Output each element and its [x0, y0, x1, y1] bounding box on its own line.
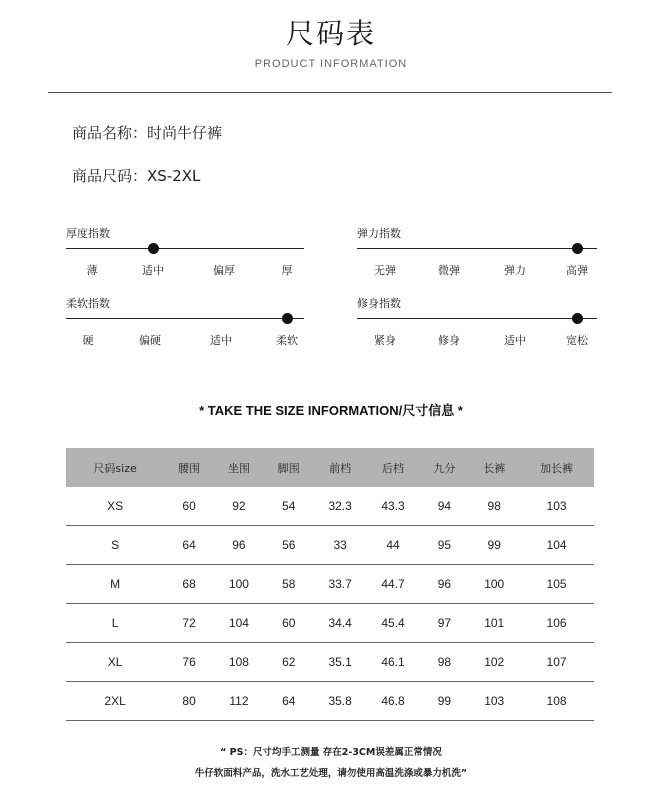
column-header: 长裤 — [469, 448, 519, 487]
table-cell: 45.4 — [367, 604, 420, 643]
table-cell: 46.8 — [367, 682, 420, 721]
product-name: 商品名称：时尚牛仔裤 — [72, 124, 223, 142]
note-line-2: 牛仔软面料产品，洗水工艺处理，请勿使用高温洗涤或暴力机洗” — [194, 768, 468, 779]
table-cell: 104 — [519, 526, 594, 565]
column-header: 前档 — [314, 448, 367, 487]
index-scale — [66, 295, 304, 355]
size-table-header — [66, 448, 594, 487]
table-cell: 58 — [264, 565, 314, 604]
index-option-label: 偏硬 — [139, 334, 161, 347]
table-cell: 32.3 — [314, 487, 367, 526]
table-cell: 102 — [469, 643, 519, 682]
table-row — [66, 643, 594, 682]
table-cell: 104 — [214, 604, 264, 643]
table-cell: 64 — [164, 526, 214, 565]
column-header: 后档 — [367, 448, 420, 487]
table-cell: 95 — [419, 526, 469, 565]
column-header: 尺码size — [66, 448, 164, 487]
index-title: 弹力指数 — [357, 227, 401, 240]
table-cell: 98 — [419, 643, 469, 682]
column-header: 加长裤 — [519, 448, 594, 487]
table-row — [66, 487, 594, 526]
index-option-label: 无弹 — [374, 264, 396, 277]
table-cell: 96 — [214, 526, 264, 565]
table-cell: 100 — [469, 565, 519, 604]
table-cell: 101 — [469, 604, 519, 643]
index-option-label: 硬 — [82, 334, 94, 347]
index-option-label: 薄 — [86, 264, 98, 277]
table-cell: 34.4 — [314, 604, 367, 643]
note-line-1: “ PS：尺寸均手工测量 存在2-3CM误差属正常情况 — [220, 747, 442, 758]
index-title: 柔软指数 — [66, 297, 110, 310]
column-header: 脚围 — [264, 448, 314, 487]
index-scale — [357, 225, 597, 285]
index-marker-dot — [572, 243, 583, 254]
index-marker-dot — [282, 313, 293, 324]
table-cell: 60 — [164, 487, 214, 526]
index-option-label: 弹力 — [504, 264, 526, 277]
table-cell: 54 — [264, 487, 314, 526]
column-header: 九分 — [419, 448, 469, 487]
table-cell: 2XL — [66, 682, 164, 721]
index-option-label: 柔软 — [276, 334, 298, 347]
table-row — [66, 526, 594, 565]
table-cell: 44.7 — [367, 565, 420, 604]
table-cell: 107 — [519, 643, 594, 682]
index-title: 修身指数 — [357, 297, 401, 310]
table-cell: 106 — [519, 604, 594, 643]
table-cell: 62 — [264, 643, 314, 682]
table-cell: 97 — [419, 604, 469, 643]
index-option-label: 适中 — [504, 334, 526, 347]
table-row — [66, 565, 594, 604]
index-line — [66, 318, 304, 319]
table-cell: S — [66, 526, 164, 565]
index-option-label: 偏厚 — [213, 264, 235, 277]
index-option-label: 紧身 — [374, 334, 396, 347]
table-cell: 35.1 — [314, 643, 367, 682]
table-cell: 112 — [214, 682, 264, 721]
table-cell: 96 — [419, 565, 469, 604]
index-line — [357, 318, 597, 319]
table-cell: 103 — [469, 682, 519, 721]
table-cell: M — [66, 565, 164, 604]
table-cell: 72 — [164, 604, 214, 643]
index-line — [357, 248, 597, 249]
table-cell: XS — [66, 487, 164, 526]
column-header: 坐围 — [214, 448, 264, 487]
index-marker-dot — [572, 313, 583, 324]
table-cell: 108 — [214, 643, 264, 682]
table-cell: 94 — [419, 487, 469, 526]
index-option-label: 修身 — [438, 334, 460, 347]
table-cell: 68 — [164, 565, 214, 604]
table-cell: 103 — [519, 487, 594, 526]
index-option-label: 适中 — [142, 264, 164, 277]
index-option-label: 厚 — [281, 264, 293, 277]
table-cell: 33.7 — [314, 565, 367, 604]
index-option-label: 高弹 — [566, 264, 588, 277]
table-cell: 46.1 — [367, 643, 420, 682]
size-table — [66, 448, 594, 721]
table-row — [66, 604, 594, 643]
table-cell: 92 — [214, 487, 264, 526]
index-scale — [357, 295, 597, 355]
table-cell: 60 — [264, 604, 314, 643]
index-line — [66, 248, 304, 249]
index-option-label: 适中 — [210, 334, 232, 347]
table-cell: 98 — [469, 487, 519, 526]
size-info-heading: * TAKE THE SIZE INFORMATION/尺寸信息 * — [199, 403, 463, 418]
table-cell: 33 — [314, 526, 367, 565]
table-cell: 100 — [214, 565, 264, 604]
column-header: 腰围 — [164, 448, 214, 487]
index-title: 厚度指数 — [66, 227, 110, 240]
table-cell: 56 — [264, 526, 314, 565]
table-cell: 76 — [164, 643, 214, 682]
index-scale — [66, 225, 304, 285]
table-cell: 35.8 — [314, 682, 367, 721]
table-cell: 99 — [419, 682, 469, 721]
table-row — [66, 682, 594, 721]
table-cell: 43.3 — [367, 487, 420, 526]
page-subtitle: PRODUCT INFORMATION — [254, 58, 408, 70]
index-option-label: 宽松 — [566, 334, 588, 347]
index-option-label: 微弹 — [438, 264, 460, 277]
table-cell: 105 — [519, 565, 594, 604]
table-cell: 44 — [367, 526, 420, 565]
table-cell: 80 — [164, 682, 214, 721]
index-marker-dot — [148, 243, 159, 254]
table-cell: L — [66, 604, 164, 643]
header-divider — [48, 92, 612, 93]
table-cell: XL — [66, 643, 164, 682]
table-cell: 108 — [519, 682, 594, 721]
table-cell: 64 — [264, 682, 314, 721]
page-title: 尺码表 — [285, 17, 376, 50]
table-cell: 99 — [469, 526, 519, 565]
product-size-range: 商品尺码：XS-2XL — [72, 167, 201, 185]
